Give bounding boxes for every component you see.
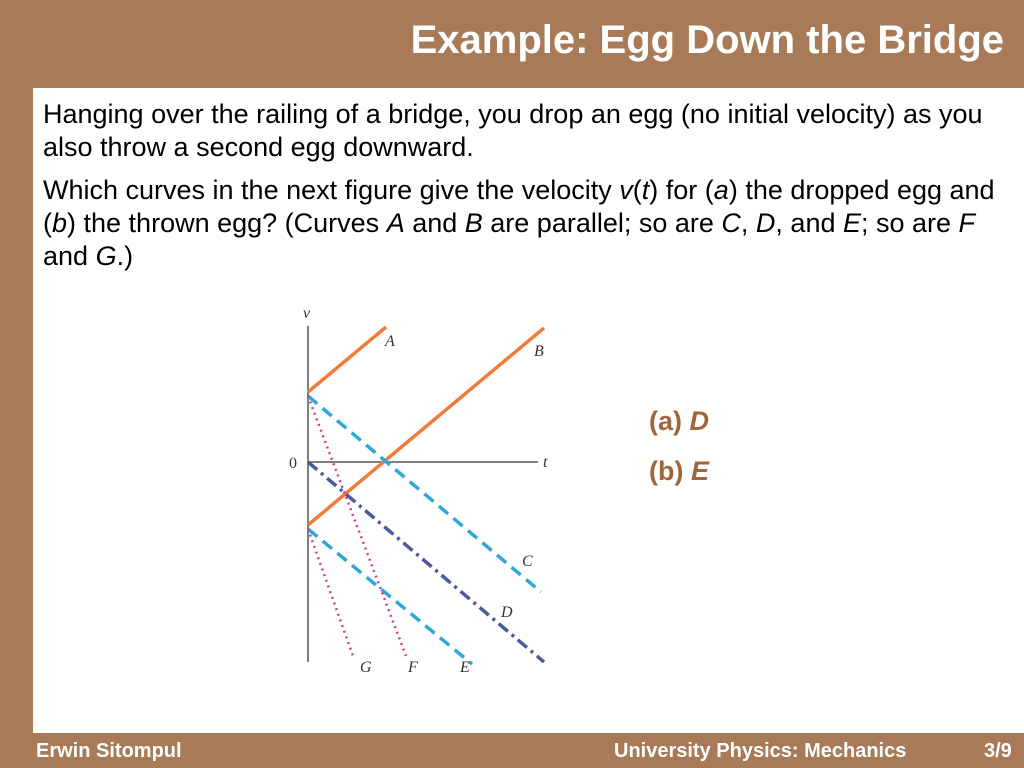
vt-graph (273, 294, 563, 674)
p2-curve-f: F (958, 208, 976, 238)
body-text (43, 98, 1003, 283)
label-f: F (408, 659, 418, 674)
answer-b (649, 446, 709, 496)
label-g: G (360, 659, 372, 674)
t-axis-label: t (543, 454, 548, 471)
p2-text: ) the thrown egg? (Curves (67, 208, 387, 238)
p2-var-a: a (713, 175, 729, 205)
p2-curve-c: C (721, 208, 741, 238)
footer-author: Erwin Sitompul (36, 740, 182, 762)
p2-text: and (43, 241, 96, 271)
footer-page-number: 3/9 (984, 740, 1012, 762)
p2-text: ) for ( (649, 175, 714, 205)
label-e: E (460, 659, 470, 674)
p2-text: ; so are (861, 208, 959, 238)
velocity-time-figure (273, 294, 563, 679)
p2-curve-b: B (464, 208, 483, 238)
p2-text: .) (116, 241, 134, 271)
p2-var-v: v (619, 175, 633, 205)
p2-text: Which curves in the next figure give the velocity (43, 175, 620, 205)
answer-a (649, 396, 709, 446)
p2-curve-e: E (842, 208, 861, 238)
p2-text: ( (632, 175, 642, 205)
origin-label: 0 (289, 455, 297, 472)
slide-title: Example: Egg Down the Bridge (410, 18, 1004, 62)
paragraph-1: Hanging over the railing of a bridge, you drop an egg (no initial velocity) as you also throw a second egg downward. (43, 99, 983, 162)
v-axis-label: v (303, 305, 311, 322)
p2-text: , (740, 208, 756, 238)
curve-a (308, 327, 386, 392)
p2-curve-a: A (386, 208, 405, 238)
label-c: C (522, 553, 533, 570)
p2-var-t: t (641, 175, 650, 205)
answer-a-label: (a) (649, 406, 690, 436)
label-b: B (534, 343, 544, 360)
p2-text: and (404, 208, 465, 238)
answer-b-value: E (690, 456, 709, 486)
p2-text: ) the dropped egg and ( (43, 175, 995, 238)
p2-var-b: b (52, 208, 68, 238)
label-a: A (385, 333, 395, 350)
p2-text: , and (775, 208, 843, 238)
curve-e (308, 529, 472, 664)
p2-text: are parallel; so are (482, 208, 722, 238)
answer-b-label: (b) (649, 456, 691, 486)
footer-course: University Physics: Mechanics (614, 740, 907, 762)
answers (649, 396, 709, 496)
paragraph-2 (43, 174, 1003, 273)
p2-curve-g: G (95, 241, 117, 271)
p2-curve-d: D (755, 208, 776, 238)
label-d: D (501, 604, 513, 621)
content-panel (33, 88, 1024, 733)
answer-a-value: D (689, 406, 709, 436)
